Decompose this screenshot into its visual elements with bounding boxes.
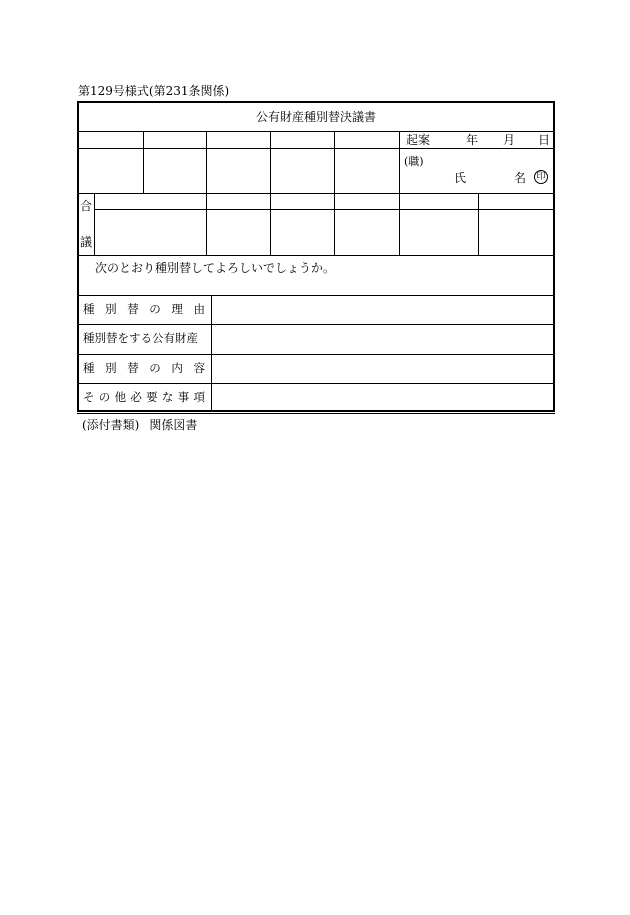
approval-col-3 [270, 131, 271, 193]
attachment-label: (添付書類) [82, 418, 140, 432]
consultation-bottom-line [77, 255, 555, 256]
approval-col-5 [399, 131, 400, 193]
day-label: 日 [538, 133, 551, 147]
approval-col-1 [143, 131, 144, 193]
consultation-label-1: 合 [80, 199, 93, 213]
approval-col-2 [206, 131, 207, 193]
approval-bottom-line [77, 193, 555, 194]
reason-label: 種 別 替 の 理 由 [83, 302, 205, 316]
approval-col-4 [334, 131, 335, 193]
intro-sentence: 次のとおり種別替してよろしいでしょうか。 [95, 261, 336, 275]
month-label: 月 [503, 133, 516, 147]
consult-col-3 [334, 193, 335, 255]
other-label: そ の 他 必 要 な 事 項 [83, 390, 205, 404]
position-label: (職) [404, 155, 424, 168]
row-line-3 [77, 383, 555, 384]
intro-bottom-line [77, 295, 555, 296]
content-label: 種 別 替 の 内 容 [83, 361, 205, 375]
form-number-caption: 第129号様式(第231条関係) [78, 84, 230, 98]
row-line-2 [77, 354, 555, 355]
consult-col-2 [270, 193, 271, 255]
attachment-note [82, 419, 197, 431]
attachment-value: 関係図書 [149, 418, 198, 432]
title-divider [77, 131, 555, 132]
seal-icon: 印 [534, 170, 548, 184]
consult-col-4 [399, 193, 400, 255]
surname-label: 氏 [454, 171, 467, 185]
name-label: 名 [514, 171, 527, 185]
row-line-1 [77, 324, 555, 325]
row-label-col [211, 295, 212, 412]
frame-underline [77, 413, 555, 414]
consult-col-1 [206, 193, 207, 255]
consultation-header-line [94, 209, 555, 210]
form-title: 公有財産種別替決議書 [255, 110, 376, 124]
property-label: 種別替をする公有財産 [83, 331, 198, 345]
kian-label: 起案 [406, 133, 431, 147]
consultation-label-2: 議 [80, 235, 93, 249]
consult-label-col [94, 193, 95, 255]
consult-col-5 [478, 193, 479, 255]
year-label: 年 [466, 133, 479, 147]
approval-header-line [77, 148, 555, 149]
